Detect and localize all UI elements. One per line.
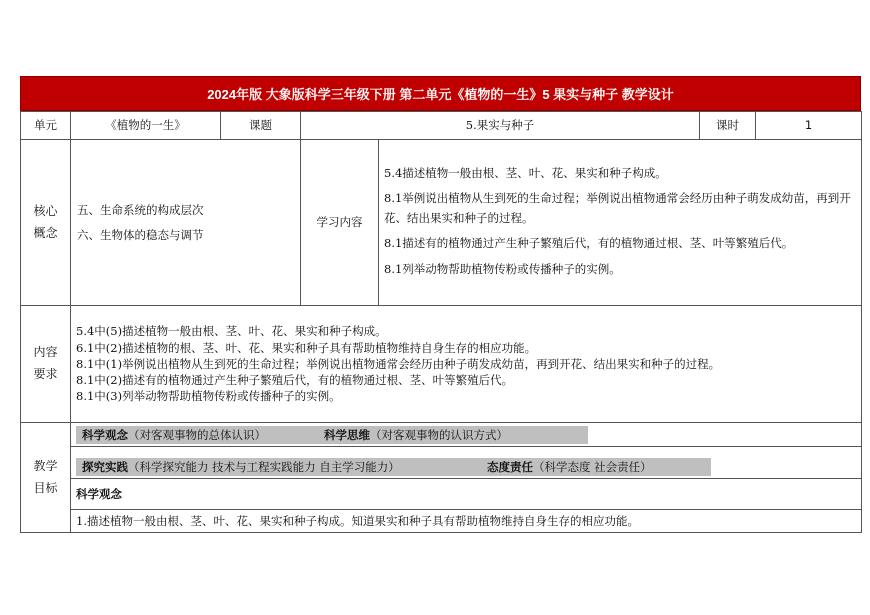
requirements-label (21, 306, 71, 423)
lesson-value: 5.果实与种子 (301, 112, 700, 140)
goals-section-title-row (21, 479, 862, 510)
core-concepts-list (71, 140, 301, 306)
learning-content-label: 学习内容 (301, 140, 379, 306)
core-concept-item: 五、生命系统的构成层次 (77, 203, 204, 218)
chip-concept (76, 426, 318, 444)
chip-thinking-desc: （对客观事物的认识方式） (370, 427, 508, 442)
lesson-plan-table (20, 111, 862, 533)
requirements-label-text: 内容 要求 (33, 345, 58, 381)
goals-spacer (71, 447, 862, 456)
lesson-label: 课题 (221, 112, 301, 140)
chip-attitude (481, 458, 711, 476)
header-row (21, 112, 862, 140)
requirement-item: 8.1中(1)举例说出植物从生到死的生命过程；举例说出植物通常会经历由种子萌发成幼苗，再到开花、结出果实和种子的过程。 (76, 356, 721, 371)
goals-first-item: 1.描述植物一般由根、茎、叶、花、果实和种子构成。知道果实和种子具有帮助植物维持自身生存的相应功能。 (71, 510, 862, 533)
hours-value: 1 (756, 112, 862, 140)
core-concept-label (21, 140, 71, 306)
goals-item-row (21, 510, 862, 533)
goals-spacer-row (21, 447, 862, 456)
requirement-item: 8.1中(3)列举动物帮助植物传粉或传播种子的实例。 (76, 389, 341, 404)
chip-practice-title: 探究实践 (82, 459, 128, 474)
learning-item: 8.1描述有的植物通过产生种子繁殖后代，有的植物通过根、茎、叶等繁殖后代。 (384, 236, 794, 251)
goals-chip-row-1 (21, 423, 862, 447)
chip-concept-desc: （对客观事物的总体认识） (128, 427, 266, 442)
chip-concept-title: 科学观念 (82, 427, 128, 442)
chip-attitude-title: 态度责任 (487, 459, 533, 474)
goals-chips-a (71, 423, 862, 447)
learning-item: 8.1举例说出植物从生到死的生命过程；举例说出植物通常会经历由种子萌发成幼苗，再到开花、结出果实和种子的过程。 (384, 191, 851, 225)
requirement-item: 5.4中(5)描述植物一般由根、茎、叶、花、果实和种子构成。 (76, 324, 387, 339)
requirements-list (71, 306, 862, 423)
learning-item: 5.4描述植物一般由根、茎、叶、花、果实和种子构成。 (384, 165, 667, 180)
goals-label-text: 教学 目标 (33, 458, 58, 495)
goals-chips-b (71, 455, 862, 479)
chip-practice (76, 458, 481, 476)
lesson-plan-document (20, 76, 861, 533)
document-title: 2024年版 大象版科学三年级下册 第二单元《植物的一生》5 果实与种子 教学设计 (20, 76, 861, 111)
core-concept-row (21, 140, 862, 306)
goals-section-title: 科学观念 (71, 479, 862, 510)
goals-label (21, 423, 71, 533)
core-label-text: 核心 概念 (33, 203, 58, 240)
learning-content-list (379, 140, 862, 306)
chip-thinking-title: 科学思维 (324, 427, 370, 442)
chip-attitude-desc: （科学态度 社会责任） (533, 459, 652, 474)
requirement-item: 8.1中(2)描述有的植物通过产生种子繁殖后代，有的植物通过根、茎、叶等繁殖后代。 (76, 373, 514, 388)
core-concept-item: 六、生物体的稳态与调节 (77, 227, 204, 242)
unit-label: 单元 (21, 112, 71, 140)
learning-item: 8.1列举动物帮助植物传粉或传播种子的实例。 (384, 261, 621, 276)
chip-practice-desc: （科学探究能力 技术与工程实践能力 自主学习能力） (128, 459, 400, 474)
requirements-row (21, 306, 862, 423)
unit-value: 《植物的一生》 (71, 112, 221, 140)
chip-thinking (318, 426, 588, 444)
goals-chip-row-2 (21, 455, 862, 479)
requirement-item: 6.1中(2)描述植物的根、茎、叶、花、果实和种子具有帮助植物维持自身生存的相应功能。 (76, 340, 537, 355)
hours-label: 课时 (700, 112, 756, 140)
